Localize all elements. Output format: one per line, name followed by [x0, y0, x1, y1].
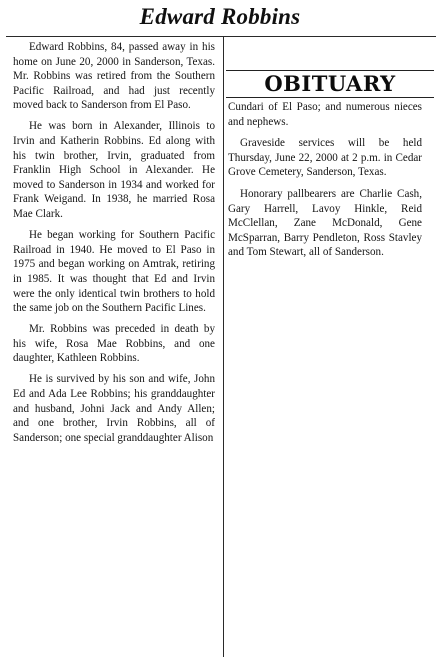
obituary-section-banner: [226, 70, 434, 98]
paragraph-survivors: He is survived by his son and wife, John Ed and Ada Lee Robbins; his granddaughter and husband, Johni Jack and Andy Allen; and one brother, Irvin Robbins, all of Sanderson; one special granddaughter Alison: [13, 373, 215, 444]
paragraph-survivors-continued: Cundari of El Paso; and numerous nieces and nephews.: [228, 101, 422, 128]
obituary-name-heading: Edward Robbins: [139, 4, 301, 29]
paragraph-services: Graveside services will be held Thursday, June 22, 2000 at 2 p.m. in Cedar Grove Cemetery, Sanderson, Texas.: [228, 137, 422, 179]
paragraph-career: He began working for Southern Pacific Railroad in 1940. He moved to El Paso in 1975 and began working on Amtrak, retiring in 1985. It was thought that Ed and Irvin were the only identical twin brothers to hold the same job on the Southern Pacific Lines.: [13, 229, 215, 315]
heading-rule: [6, 36, 436, 37]
paragraph-early-life: He was born in Alexander, Illinois to Irvin and Katherin Robbins. Ed along with his twin brother, Irvin, graduated from Franklin High School in Alexander. He moved to Sanderson in 1934 and worked for Frank Weigand. In 1938, he married Rosa Mae Clark.: [13, 120, 215, 221]
obituary-right-column: [228, 100, 422, 267]
column-divider: [223, 37, 224, 657]
section-banner-label: OBITUARY: [264, 71, 396, 96]
paragraph-preceded: Mr. Robbins was preceded in death by his wife, Rosa Mae Robbins, and one daughter, Kathleen Robbins.: [13, 323, 215, 365]
obituary-left-column: [13, 40, 215, 452]
paragraph-passing: Edward Robbins, 84, passed away in his home on June 20, 2000 in Sanderson, Texas. Mr. Robbins was retired from the Southern Pacific Railroad, and had just recently moved back to Sanderson from El Paso.: [13, 41, 215, 112]
paragraph-pallbearers: Honorary pallbearers are Charlie Cash, Gary Harrell, Lavoy Hinkle, Reid McClellan, Zane McDonald, Gene McSparran, Barry Pendleton, Ross Stavley and Tom Stewart, all of Sanderson.: [228, 187, 422, 259]
